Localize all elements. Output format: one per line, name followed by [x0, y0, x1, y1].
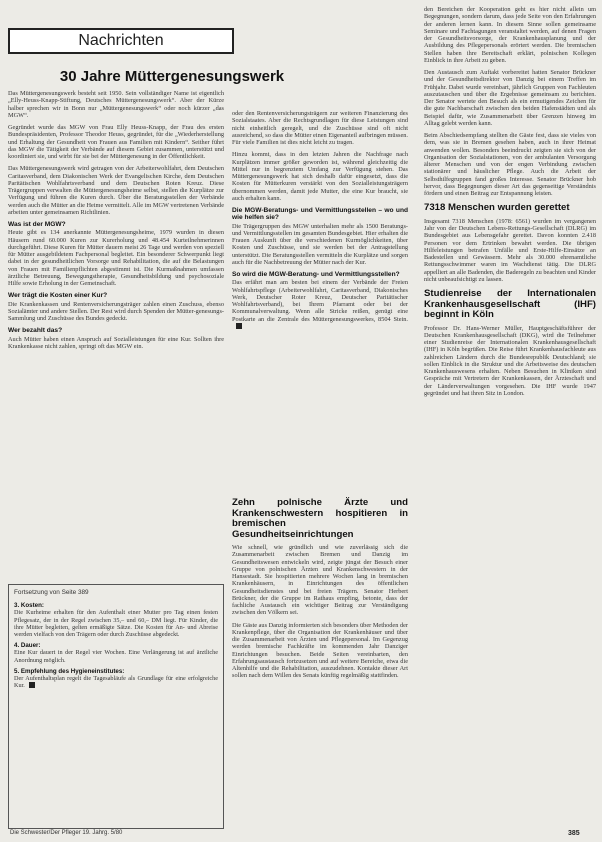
paragraph: Auch Mütter haben einen Anspruch auf Sozialleistungen für eine Kur. Sollten ihre Krankenkasse nicht zahlen, springt oft das MGW ein.	[8, 335, 224, 350]
paragraph: Wie schnell, wie gründlich und wie zuverlässig sich die Zusammenarbeit zwischen Bremen und Danzig im Gesundheitswesen entwickeln wird, zeigte jüngst der Besuch einer Gruppe von polnischen Ärzten und Krankenschwestern in der Hansestadt. Sie hospitierten mehrere Wochen lang in bremischen Krankenhäusern, in Einrichtungen des öffentlichen Gesundheitsdienstes und bei freien Trägern. Senator Herbert Brückner, der die Gruppe im Rathaus empfing, betonte, dass der fachliche Austausch ein wichtiger Beitrag zur Verständigung zwischen den Völkern sei.	[232, 544, 408, 617]
end-mark-icon	[29, 682, 35, 688]
box-item-text: Eine Kur dauert in der Regel vier Wochen. Eine Verlängerung ist auf ärztliche Anordnung möglich.	[14, 649, 218, 664]
page-number: 385	[568, 830, 580, 837]
box-item-title: 5. Empfehlung des Hygieneinstitutes:	[14, 667, 125, 675]
paragraph: den Bereichen der Kooperation geht es hier nicht allein um Begegnungen, sondern darum, dass jede Seite von den Erfahrungen der anderen lernen kann. In diesem Sinne sollen gemeinsame Seminare und Fachtagungen veranstaltet werden, auf denen Fragen der Gesundheitsvorsorge, der Krankenhausplanung und der Ausbildung des Pflegepersonals erörtert werden. Die bremischen Stellen haben ihre Bereitschaft erklärt, polnischen Kollegen Einblick in ihre Arbeit zu geben.	[424, 6, 596, 64]
article-polish	[232, 492, 408, 824]
section-header	[8, 28, 234, 54]
paragraph: Die Gäste aus Danzig informierten sich besonders über Methoden der Krankenpflege, über die Organisation der Krankenhäuser und über die Zusammenarbeit von Ärzten und Pflegepersonal. Im Gegenzug werden bremische Fachkräfte im kommenden Jahr Danziger Einrichtungen besuchen. Beide Seiten vereinbarten, den Erfahrungsaustausch fortzusetzen und auf weitere Bereiche, etwa die Altenhilfe und die Rehabilitation, auszudehnen. Kontakte dieser Art sollen nach dem Willen des Senats künftig regelmäßig stattfinden.	[232, 621, 408, 680]
footer-publication: Die Schwester/Der Pfleger 19. Jahrg. 5/80	[10, 830, 123, 836]
paragraph	[232, 279, 408, 330]
paragraph: oder den Rentenversicherungsträgern zur weiteren Finanzierung des Sozialstaates. Aber die Rechtsgrundlagen für diese Leistungen sind nicht einheitlich geregelt, und die Zuschüsse sind oft nicht ausreichend, so dass die Mütter einen Eigenanteil aufbringen müssen. Für viele Familien ist dies nicht leicht zu tragen.	[232, 110, 408, 146]
article-title-polish: Zehn polnische Ärzte und Krankenschwestern hospitieren in bremischen Gesundheitseinrichtungen	[232, 497, 408, 540]
section-title: Nachrichten	[78, 32, 164, 49]
continuation-box	[8, 584, 224, 829]
article-title-main: 30 Jahre Müttergenesungswerk	[59, 68, 285, 85]
paragraph: Die Krankenkassen und Rentenversicherungsträger zahlen einen Zuschuss, ebenso Sozialämter und andere Stellen. Der Rest wird durch Spenden der Mütter-genesungs-Sammlung und Zuschüsse des Bundes gedeckt.	[8, 300, 224, 322]
subheading: Die MGW-Beratungs- und Vermittlungsstellen – wo und wie helfen sie?	[232, 207, 408, 222]
column-2	[232, 110, 408, 500]
paragraph: Hinzu kommt, dass in den letzten Jahren die Nachfrage nach Kurplätzen immer größer geworden ist, während gleichzeitig die Mittel nur in begrenztem Umfang zur Verfügung stehen. Das Müttergenesungswerk hat sich deshalb dafür eingesetzt, dass die Kosten für Mütterkuren verstärkt von den Sozialleistungsträgern übernommen werden, damit jede Mutter, die eine Kur braucht, sie auch erhalten kann.	[232, 151, 408, 202]
column-3	[424, 6, 596, 824]
box-item-text	[14, 675, 218, 689]
paragraph-content: Das erfährt man am besten bei einem der Verbände der Freien Wohlfahrtspflege (Arbeiterwohlfahrt, Caritasverband, Diakonisches Werk, Deutscher Roter Kreuz, Deutscher Paritätischer Wohlfahrtsverband), bei Ihrem Pfarramt oder bei der Kommunalverwaltung. Wenn alle Stricke reißen, genügt eine Postkarte an die Zentrale des Müttergenesungswerkes, 8504 Stein.	[232, 279, 408, 323]
paragraph: Das Müttergenesungswerk besteht seit 1950. Sein vollständiger Name ist eigentlich „Elly-Heuss-Knapp-Stiftung, Deutsches Müttergenesungswerk“. Aber der Kürze halber sprechen wir in Bonn nur „Müttergenesungswerk“ oder noch kürzer „das MGW“.	[8, 90, 224, 119]
paragraph: Das Müttergenesungswerk wird getragen von der Arbeiterwohlfahrt, dem Deutschen Caritasverband, dem Diakonischen Werk der Evangelischen Kirche, dem Deutschen Paritätischen Wohlfahrtsverband und dem Deutschen Roten Kreuz. Diese Trägergruppen verwalten die Müttergenesungsheime selbst, stellen die Kurplätze zur Verfügung und führen die Kuren durch. Über die Beratungsstellen der Verbände werden auch die Mütter an die Heime vermittelt. Alle im MGW vertretenen Verbände arbeiten unter gemeinsamen Richtlinien.	[8, 165, 224, 216]
box-item-title: 3. Kosten:	[14, 602, 44, 610]
box-item-text-content: Der Aufenthaltsplan regelt die Tagesabläufe als Grundlage für eine erfolgreiche Kur.	[14, 675, 218, 690]
continuation-note: Fortsetzung von Seite 389	[14, 589, 89, 596]
end-mark-icon	[236, 323, 242, 329]
article-title-ihf: Studienreise der Internationalen Krankenhausgesellschaft (IHF) beginnt in Köln	[424, 288, 596, 320]
subheading: Wer bezahlt das?	[8, 327, 63, 335]
subheading: So wird die MGW-Beratung- und Vermittlungsstellen?	[232, 271, 400, 278]
article-title-dlrg: 7318 Menschen wurden gerettet	[424, 202, 570, 214]
subheading: Wer trägt die Kosten einer Kur?	[8, 292, 108, 300]
paragraph: Beim Abschiedsempfang stellten die Gäste fest, dass sie vieles von dem, was sie in Bremen gesehen haben, auch in ihrer Heimat anwenden wollen. Besonders beeindruckt zeigten sie sich von der Organisation der Sozialstationen, von der ambulanten Versorgung älterer Menschen und von der engen Verbindung zwischen stationärer und häuslicher Pflege. Auch die Arbeit der Selbsthilfegruppen fand großes Interesse. Senator Brückner hob hervor, dass Begegnungen dieser Art das gegenseitige Verständnis fördern und einen Beitrag zur Entspannung leisten.	[424, 132, 596, 197]
box-item-text: Die Kurheime erhalten für den Aufenthalt einer Mutter pro Tag einen festen Pflegesatz, der in der Regel zwischen 35,– und 60,– DM liegt. Für Kinder, die ihre Mütter begleiten, gelten ermäßigte Sätze. Die Kosten für An- und Abreise werden vielfach von den Trägern oder durch Zuschüsse abgedeckt.	[14, 609, 218, 639]
paragraph: Gegründet wurde das MGW von Frau Elly Heuss-Knapp, der Frau des ersten Bundespräsidenten, Professor Theodor Heuss, gegründet, für die „Wiederherstellung und Erhaltung der Gesundheit von Frauen aus Familien mit Kindern“. Seither führt das MGW die Tätigkeit der Verbände auf diesem Gebiet zusammen, unterstützt und koordiniert sie, und wirbt für sie bei der Müttergenesung in der Öffentlichkeit.	[8, 124, 224, 160]
paragraph: Professor Dr. Hans-Werner Müller, Hauptgeschäftsführer der Deutschen Krankenhausgesellschaft (DKG), wird die Teilnehmer einer Studienreise der Internationalen Krankenhausgesellschaft (IHF) in Köln begrüßen. Die Reise führt Krankenhausfachleute aus zahlreichen Ländern durch die Bundesrepublik Deutschland; sie sollen Einblick in die Struktur und die Arbeitsweise des deutschen Krankenhauswesens erhalten. Neben Besuchen in Kliniken sind Gespräche mit Vertretern der Krankenkassen, der Ärzteschaft und der Länderverwaltungen vorgesehen. Die IHF wurde 1947 gegründet und hat ihren Sitz in London.	[424, 324, 596, 397]
column-1	[8, 90, 224, 580]
box-item-title: 4. Dauer:	[14, 642, 41, 650]
paragraph: Insgesamt 7318 Menschen (1978: 6561) wurden im vergangenen Jahr von der Deutschen Lebens-Rettungs-Gesellschaft (DLRG) im Bundesgebiet aus Lebensgefahr gerettet. Davon konnten 2.418 Personen vor dem Ertrinken bewahrt werden. Die übrigen Hilfeleistungen betrafen Unfälle und Erste-Hilfe-Einsätze an Badestellen und Gewässern. Mehr als 30.000 ehrenamtliche Rettungsschwimmer waren im Wachdienst tätig. Die DLRG appelliert an alle Badenden, die Baderegeln zu beachten und Kinder nicht unbeaufsichtigt zu lassen.	[424, 217, 596, 283]
subheading: Was ist der MGW?	[8, 221, 66, 228]
paragraph: Heute gibt es 134 anerkannte Müttergenesungsheime, 1979 wurden in diesen Häusern rund 60.000 Kuren zur Kurerholung und 48.454 Kurteilnehmerinnen durchgeführt. Diese Kuren für Mütter dauern meist 26 Tage und werden von speziell für Mütter ausgebildetem Fachpersonal begleitet. Ein besonderer Schwerpunkt liegt dabei in der gesundheitlichen Vorsorge und Rehabilitation, die auf die Belastungen von Frauen mit Familienpflichten abgestimmt ist. Die Kurmaßnahmen umfassen ärztliche Betreuung, Bewegungstherapie, Gesundheitsbildung und psychosoziale Hilfe sowie Erholung in der Gemeinschaft.	[8, 229, 224, 287]
paragraph: Die Trägergruppen des MGW unterhalten mehr als 1500 Beratungs- und Vermittlungsstellen im gesamten Bundesgebiet. Hier erhalten die Frauen Auskunft über die verschiedenen Kurmöglichkeiten, über Kosten und Zuschüsse, und sie werden bei der Antragstellung unterstützt. Die Beratungsstellen vermitteln die Kurplätze und sorgen auch für die Nachbetreuung der Mütter nach der Kur.	[232, 222, 408, 266]
paragraph: Den Austausch zum Auftakt vorbereitet hatten Senator Brückner und der Gesundheitsdirektor von Danzig bei einem Treffen im Frühjahr. Dabei wurde vereinbart, jährlich Gruppen von Fachleuten auszutauschen und über die Ergebnisse gemeinsam zu berichten. Der Senator wertete den Besuch als ein ermutigendes Zeichen für die gute Nachbarschaft zwischen den beiden Hafenstädten und als Beispiel dafür, wie Zusammenarbeit über Grenzen hinweg im Alltag gelebt werden kann.	[424, 69, 596, 127]
